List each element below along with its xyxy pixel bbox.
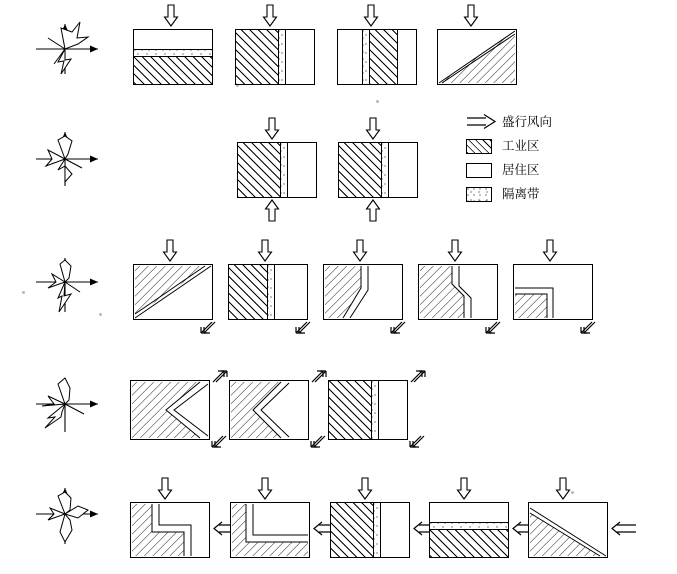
- buffer-edge: [287, 143, 288, 197]
- bent-zone: [323, 264, 403, 320]
- row-1: [0, 0, 677, 100]
- legend-label-residential: 居住区: [502, 163, 540, 177]
- legend-label-industrial: 工业区: [502, 139, 540, 153]
- paper-speck: [376, 100, 379, 103]
- diagonal-arrow-icon: [309, 434, 327, 452]
- cell-r5c5: [528, 478, 636, 570]
- down-arrow-icon: [164, 5, 178, 27]
- buffer-edge: [388, 143, 389, 197]
- wind-rose-5: [28, 486, 102, 548]
- chevron-zone: [229, 380, 309, 440]
- buffer-edge: [373, 503, 374, 557]
- down-arrow-icon: [543, 240, 557, 262]
- industrial-zone: [236, 30, 278, 84]
- buffer-edge: [381, 143, 382, 197]
- wind-rose-1: [28, 18, 102, 80]
- buffer-edge: [285, 30, 286, 84]
- buffer-edge: [278, 30, 279, 84]
- diagonal-arrow-icon: [389, 320, 407, 338]
- corner-zone: [513, 264, 593, 320]
- down-arrow-icon: [163, 240, 177, 262]
- down-arrow-icon: [464, 5, 478, 27]
- diagonal-arrow-icon: [294, 320, 312, 338]
- down-arrow-icon: [457, 478, 471, 500]
- diagonal-arrow-icon: [211, 366, 229, 384]
- cell-r3c4: [418, 240, 510, 344]
- down-arrow-icon: [263, 5, 277, 27]
- up-arrow-icon: [265, 200, 279, 222]
- buffer-edge: [362, 30, 363, 84]
- industrial-zone: [430, 530, 508, 557]
- down-arrow-icon: [358, 478, 372, 500]
- diagonal-arrow-icon: [579, 320, 597, 338]
- cell-r4c1: [130, 360, 230, 464]
- legend-label-wind: 盛行风向: [502, 115, 553, 129]
- wind-rose-2: [28, 128, 102, 190]
- diagonal-arrow-icon: [210, 434, 228, 452]
- buffer-edge: [371, 381, 372, 439]
- cell-r4c3: [328, 360, 428, 464]
- cell-r5c1: [130, 478, 238, 570]
- notch-zone: [418, 264, 498, 320]
- down-arrow-icon: [158, 478, 172, 500]
- buffer-edge: [378, 381, 379, 439]
- industrial-zone: [329, 381, 371, 439]
- diagonal-arrow-icon: [409, 366, 427, 384]
- diagonal-arrow-icon: [484, 320, 502, 338]
- diagonal-zone: [528, 502, 608, 558]
- cell-r1c1: [133, 5, 213, 85]
- row-2: [0, 118, 677, 228]
- down-arrow-icon: [364, 5, 378, 27]
- row-4: [0, 360, 677, 470]
- row-5: [0, 478, 677, 574]
- l-zone: [230, 502, 310, 558]
- cell-r2c2: [338, 118, 418, 222]
- industrial-zone: [238, 143, 280, 197]
- legend-label-buffer: 隔离带: [502, 187, 540, 201]
- buffer-edge: [280, 143, 281, 197]
- industrial-zone: [134, 57, 212, 84]
- industrial-zone: [370, 30, 398, 84]
- cell-r2c1: [237, 118, 317, 222]
- buffer-edge: [380, 503, 381, 557]
- diagonal-arrow-icon: [199, 320, 217, 338]
- buffer-edge: [134, 49, 212, 50]
- diagonal-zone: [133, 264, 213, 320]
- down-arrow-icon: [448, 240, 462, 262]
- cell-r4c2: [229, 360, 329, 464]
- down-arrow-icon: [265, 118, 279, 140]
- cell-r3c3: [323, 240, 415, 344]
- industrial-edge: [397, 30, 398, 84]
- down-arrow-icon: [258, 478, 272, 500]
- cell-r1c4: [437, 5, 517, 85]
- wind-rose-4: [28, 374, 102, 436]
- down-arrow-icon: [258, 240, 272, 262]
- cell-r5c4: [429, 478, 537, 570]
- cell-r5c3: [330, 478, 438, 570]
- cell-r1c2: [235, 5, 315, 85]
- diagonal-zone: [437, 29, 517, 85]
- cell-r3c5: [513, 240, 605, 344]
- industrial-zone: [331, 503, 373, 557]
- chevron-zone: [130, 380, 210, 440]
- row-3: [0, 240, 677, 350]
- cell-r3c1: [133, 240, 225, 344]
- cell-r1c3: [337, 5, 417, 85]
- l-zone: [130, 502, 210, 558]
- cell-r3c2: [228, 240, 320, 344]
- buffer-edge: [274, 265, 275, 319]
- buffer-edge: [430, 522, 508, 523]
- diagonal-arrow-icon: [408, 434, 426, 452]
- down-arrow-icon: [353, 240, 367, 262]
- down-arrow-icon: [366, 118, 380, 140]
- buffer-edge: [267, 265, 268, 319]
- cell-r5c2: [230, 478, 338, 570]
- diagonal-arrow-icon: [310, 366, 328, 384]
- industrial-zone: [339, 143, 381, 197]
- up-arrow-icon: [366, 200, 380, 222]
- down-arrow-icon: [556, 478, 570, 500]
- left-arrow-icon: [611, 522, 637, 536]
- wind-rose-3: [28, 254, 102, 316]
- industrial-zone: [229, 265, 267, 319]
